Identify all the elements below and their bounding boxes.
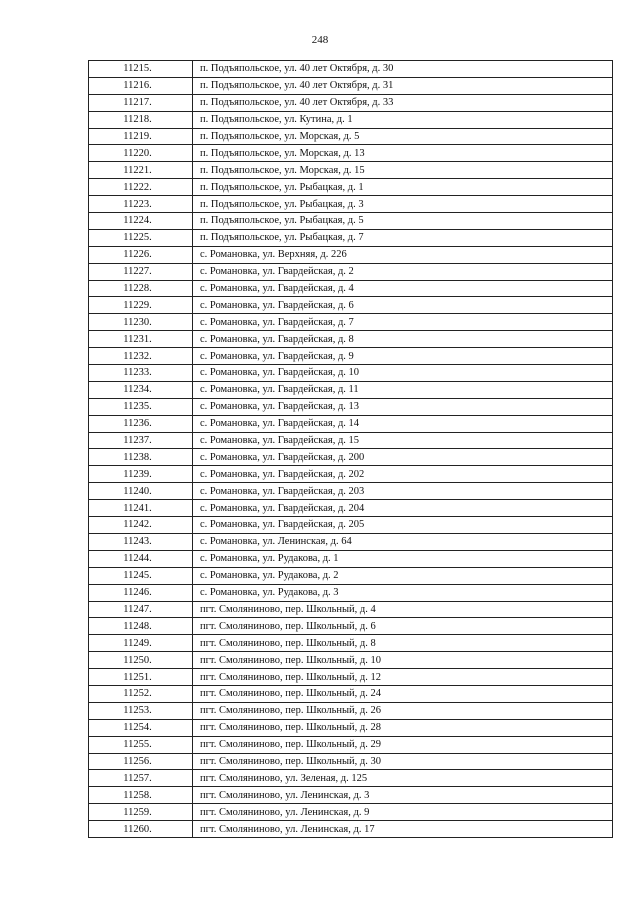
row-address: с. Романовка, ул. Гвардейская, д. 11 (193, 381, 613, 398)
row-number: 11244. (89, 550, 193, 567)
table-body (89, 61, 613, 838)
row-address: с. Романовка, ул. Рудакова, д. 1 (193, 550, 613, 567)
row-address: пгт. Смоляниново, пер. Школьный, д. 26 (193, 702, 613, 719)
row-number: 11220. (89, 145, 193, 162)
table-row (89, 415, 613, 432)
row-address: п. Подъяпольское, ул. 40 лет Октября, д. 31 (193, 77, 613, 94)
row-address: п. Подъяпольское, ул. 40 лет Октября, д. 33 (193, 94, 613, 111)
row-address: пгт. Смоляниново, ул. Ленинская, д. 17 (193, 821, 613, 838)
table-row (89, 753, 613, 770)
table-row (89, 196, 613, 213)
row-number: 11245. (89, 567, 193, 584)
row-number: 11237. (89, 432, 193, 449)
table-row (89, 685, 613, 702)
row-number: 11259. (89, 804, 193, 821)
row-address: с. Романовка, ул. Рудакова, д. 3 (193, 584, 613, 601)
table-row (89, 179, 613, 196)
table-row (89, 263, 613, 280)
row-number: 11251. (89, 669, 193, 686)
row-number: 11255. (89, 736, 193, 753)
row-address: с. Романовка, ул. Гвардейская, д. 7 (193, 314, 613, 331)
table-row (89, 280, 613, 297)
row-address: пгт. Смоляниново, пер. Школьный, д. 12 (193, 669, 613, 686)
table-row (89, 787, 613, 804)
row-address: с. Романовка, ул. Гвардейская, д. 4 (193, 280, 613, 297)
table-row (89, 61, 613, 78)
row-number: 11224. (89, 213, 193, 230)
table-row (89, 381, 613, 398)
row-number: 11234. (89, 381, 193, 398)
row-number: 11238. (89, 449, 193, 466)
row-number: 11250. (89, 652, 193, 669)
row-number: 11225. (89, 229, 193, 246)
row-address: п. Подъяпольское, ул. Кутина, д. 1 (193, 111, 613, 128)
table-row (89, 246, 613, 263)
row-address: пгт. Смоляниново, ул. Ленинская, д. 9 (193, 804, 613, 821)
row-address: с. Романовка, ул. Ленинская, д. 64 (193, 533, 613, 550)
row-address: с. Романовка, ул. Гвардейская, д. 2 (193, 263, 613, 280)
table-row (89, 348, 613, 365)
row-address: с. Романовка, ул. Гвардейская, д. 6 (193, 297, 613, 314)
table-row (89, 365, 613, 382)
table-row (89, 821, 613, 838)
row-address: с. Романовка, ул. Гвардейская, д. 13 (193, 398, 613, 415)
table-row (89, 702, 613, 719)
row-address: пгт. Смоляниново, ул. Зеленая, д. 125 (193, 770, 613, 787)
row-address: п. Подъяпольское, ул. Рыбацкая, д. 1 (193, 179, 613, 196)
row-address: пгт. Смоляниново, пер. Школьный, д. 28 (193, 719, 613, 736)
row-address: пгт. Смоляниново, ул. Ленинская, д. 3 (193, 787, 613, 804)
row-address: с. Романовка, ул. Рудакова, д. 2 (193, 567, 613, 584)
table-row (89, 500, 613, 517)
table-row (89, 213, 613, 230)
table-row (89, 533, 613, 550)
table-row (89, 483, 613, 500)
row-address: с. Романовка, ул. Гвардейская, д. 9 (193, 348, 613, 365)
row-number: 11235. (89, 398, 193, 415)
table-row (89, 398, 613, 415)
table-row (89, 128, 613, 145)
row-number: 11254. (89, 719, 193, 736)
row-number: 11223. (89, 196, 193, 213)
row-address: пгт. Смоляниново, пер. Школьный, д. 24 (193, 685, 613, 702)
row-number: 11239. (89, 466, 193, 483)
table-row (89, 601, 613, 618)
row-number: 11242. (89, 517, 193, 534)
table-row (89, 770, 613, 787)
address-table (88, 60, 613, 838)
row-address: с. Романовка, ул. Гвардейская, д. 200 (193, 449, 613, 466)
row-address: с. Романовка, ул. Верхняя, д. 226 (193, 246, 613, 263)
row-number: 11260. (89, 821, 193, 838)
row-address: п. Подъяпольское, ул. Морская, д. 15 (193, 162, 613, 179)
row-address: пгт. Смоляниново, пер. Школьный, д. 4 (193, 601, 613, 618)
row-address: с. Романовка, ул. Гвардейская, д. 204 (193, 500, 613, 517)
row-address: п. Подъяпольское, ул. 40 лет Октября, д. 30 (193, 61, 613, 78)
row-number: 11248. (89, 618, 193, 635)
row-address: с. Романовка, ул. Гвардейская, д. 10 (193, 365, 613, 382)
table-row (89, 669, 613, 686)
row-address: п. Подъяпольское, ул. Морская, д. 13 (193, 145, 613, 162)
row-number: 11227. (89, 263, 193, 280)
row-number: 11230. (89, 314, 193, 331)
table-row (89, 331, 613, 348)
row-address: с. Романовка, ул. Гвардейская, д. 14 (193, 415, 613, 432)
row-number: 11246. (89, 584, 193, 601)
row-number: 11233. (89, 365, 193, 382)
row-number: 11218. (89, 111, 193, 128)
row-number: 11257. (89, 770, 193, 787)
table-row (89, 432, 613, 449)
row-address: с. Романовка, ул. Гвардейская, д. 203 (193, 483, 613, 500)
row-number: 11226. (89, 246, 193, 263)
table-row (89, 314, 613, 331)
table-row (89, 635, 613, 652)
row-number: 11240. (89, 483, 193, 500)
table-row (89, 145, 613, 162)
row-number: 11228. (89, 280, 193, 297)
table-row (89, 652, 613, 669)
row-address: пгт. Смоляниново, пер. Школьный, д. 10 (193, 652, 613, 669)
row-number: 11221. (89, 162, 193, 179)
table-row (89, 804, 613, 821)
row-number: 11222. (89, 179, 193, 196)
row-number: 11216. (89, 77, 193, 94)
row-address: пгт. Смоляниново, пер. Школьный, д. 30 (193, 753, 613, 770)
page-number: 248 (311, 34, 329, 46)
row-address: п. Подъяпольское, ул. Рыбацкая, д. 5 (193, 213, 613, 230)
row-address: пгт. Смоляниново, пер. Школьный, д. 6 (193, 618, 613, 635)
row-address: п. Подъяпольское, ул. Рыбацкая, д. 7 (193, 229, 613, 246)
table-row (89, 584, 613, 601)
row-number: 11252. (89, 685, 193, 702)
table-row (89, 449, 613, 466)
table-row (89, 77, 613, 94)
table-row (89, 567, 613, 584)
table-row (89, 517, 613, 534)
table-row (89, 297, 613, 314)
row-address: пгт. Смоляниново, пер. Школьный, д. 29 (193, 736, 613, 753)
row-number: 11219. (89, 128, 193, 145)
table-row (89, 111, 613, 128)
row-address: п. Подъяпольское, ул. Морская, д. 5 (193, 128, 613, 145)
row-number: 11243. (89, 533, 193, 550)
table-row (89, 736, 613, 753)
table-row (89, 229, 613, 246)
row-number: 11247. (89, 601, 193, 618)
row-number: 11249. (89, 635, 193, 652)
table-row (89, 94, 613, 111)
row-number: 11217. (89, 94, 193, 111)
row-address: с. Романовка, ул. Гвардейская, д. 202 (193, 466, 613, 483)
row-number: 11232. (89, 348, 193, 365)
row-address: с. Романовка, ул. Гвардейская, д. 15 (193, 432, 613, 449)
row-number: 11258. (89, 787, 193, 804)
row-number: 11256. (89, 753, 193, 770)
table-row (89, 719, 613, 736)
row-number: 11236. (89, 415, 193, 432)
row-address: с. Романовка, ул. Гвардейская, д. 205 (193, 517, 613, 534)
row-address: с. Романовка, ул. Гвардейская, д. 8 (193, 331, 613, 348)
table-row (89, 466, 613, 483)
row-number: 11241. (89, 500, 193, 517)
row-number: 11215. (89, 61, 193, 78)
row-number: 11231. (89, 331, 193, 348)
row-number: 11253. (89, 702, 193, 719)
table-row (89, 618, 613, 635)
row-address: п. Подъяпольское, ул. Рыбацкая, д. 3 (193, 196, 613, 213)
table-row (89, 162, 613, 179)
row-number: 11229. (89, 297, 193, 314)
table-row (89, 550, 613, 567)
row-address: пгт. Смоляниново, пер. Школьный, д. 8 (193, 635, 613, 652)
